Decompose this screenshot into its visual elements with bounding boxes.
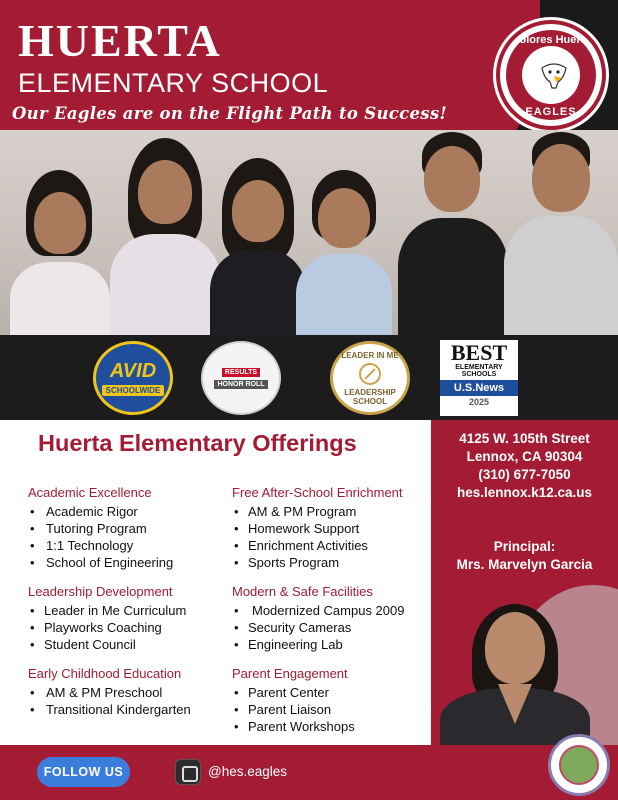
list-item: • Student Council xyxy=(28,636,228,653)
list-item: • Homework Support xyxy=(232,520,432,537)
list-item: • AM & PM Program xyxy=(232,503,432,520)
list-item: • Academic Rigor xyxy=(28,503,228,520)
list-item: • Playworks Coaching xyxy=(28,619,228,636)
section-heading: Free After-School Enrichment xyxy=(232,485,403,500)
student-figure xyxy=(210,158,306,335)
section-heading: Leadership Development xyxy=(28,584,173,599)
lim-badge-subtitle: LEADERSHIP SCHOOL xyxy=(344,387,396,406)
section-heading: Parent Engagement xyxy=(232,666,348,681)
list-item: • Sports Program xyxy=(232,554,432,571)
follow-us-button[interactable]: FOLLOW US xyxy=(37,757,130,787)
avid-badge-title: AVID xyxy=(109,360,157,382)
section-heading: Academic Excellence xyxy=(28,485,152,500)
list-item: • Parent Liaison xyxy=(232,701,432,718)
list-item: • 1:1 Technology xyxy=(28,537,228,554)
offering-section xyxy=(28,666,228,718)
website-link[interactable]: hes.lennox.k12.ca.us xyxy=(456,485,593,500)
school-tagline: Our Eagles are on the Flight Path to Success! xyxy=(12,104,448,123)
avid-badge xyxy=(93,341,173,415)
offering-section xyxy=(232,485,432,571)
list-item: • Leader in Me Curriculum xyxy=(28,602,228,619)
street-address: 4125 W. 105th Street xyxy=(459,431,590,446)
section-heading: Modern & Safe Facilities xyxy=(232,584,373,599)
list-item: • Transitional Kindergarten xyxy=(28,701,228,718)
list-item: • Enrichment Activities xyxy=(232,537,432,554)
offering-section xyxy=(28,485,228,571)
eagles-logo xyxy=(496,20,606,130)
footer-bar xyxy=(0,745,618,800)
list-item: • Parent Workshops xyxy=(232,718,432,735)
usnews-badge-brand: U.S.News xyxy=(440,380,518,396)
contact-block xyxy=(431,430,618,502)
logo-mascot: EAGLES xyxy=(525,106,577,118)
leader-in-me-badge xyxy=(330,341,410,415)
list-item: • School of Engineering xyxy=(28,554,228,571)
awards-band xyxy=(0,335,618,420)
offerings-title: Huerta Elementary Offerings xyxy=(38,430,357,456)
offerings-right-column xyxy=(232,485,432,748)
usnews-badge-year: 2025 xyxy=(468,397,490,407)
student-figure xyxy=(10,170,110,335)
offering-section xyxy=(28,584,228,653)
offering-section xyxy=(232,584,432,653)
district-seal xyxy=(548,734,610,796)
students-photo xyxy=(0,130,618,335)
list-item: • Modernized Campus 2009 xyxy=(232,602,432,619)
principal-name: Mrs. Marvelyn Garcia xyxy=(456,557,593,572)
offerings-left-column xyxy=(28,485,228,731)
list-item: • AM & PM Preschool xyxy=(28,684,228,701)
erp-badge-title: RESULTS xyxy=(222,368,260,377)
principal-photo xyxy=(440,600,590,745)
student-figure xyxy=(504,132,618,335)
compass-icon xyxy=(359,363,381,385)
usnews-badge xyxy=(440,340,518,416)
usnews-badge-category: ELEMENTARY SCHOOLS xyxy=(455,364,503,378)
phone-number: (310) 677-7050 xyxy=(478,467,571,482)
section-heading: Early Childhood Education xyxy=(28,666,182,681)
city-state-zip: Lennox, CA 90304 xyxy=(466,449,583,464)
school-title: HUERTA xyxy=(18,15,222,66)
school-subtitle: ELEMENTARY SCHOOL xyxy=(18,68,329,98)
logo-school-name: Dolores Huerta xyxy=(511,34,591,46)
avid-badge-subtitle: SCHOOLWIDE xyxy=(102,385,165,396)
instagram-icon[interactable] xyxy=(175,759,201,785)
list-item: • Security Cameras xyxy=(232,619,432,636)
student-figure xyxy=(110,138,220,335)
student-figure xyxy=(296,170,392,335)
erp-honor-roll-badge xyxy=(201,341,281,415)
list-item: • Parent Center xyxy=(232,684,432,701)
seal-inner xyxy=(559,745,599,785)
offering-section xyxy=(232,666,432,735)
list-item: • Tutoring Program xyxy=(28,520,228,537)
erp-badge-subtitle: HONOR ROLL xyxy=(214,380,267,389)
principal-block xyxy=(431,538,618,574)
principal-label: Principal: xyxy=(493,539,556,554)
list-item: • Engineering Lab xyxy=(232,636,432,653)
eagle-icon xyxy=(536,58,572,94)
social-handle[interactable]: @hes.eagles xyxy=(208,764,288,779)
student-figure xyxy=(398,132,508,335)
lim-badge-title: LEADER IN ME xyxy=(341,350,399,360)
usnews-badge-best: BEST xyxy=(450,340,508,365)
